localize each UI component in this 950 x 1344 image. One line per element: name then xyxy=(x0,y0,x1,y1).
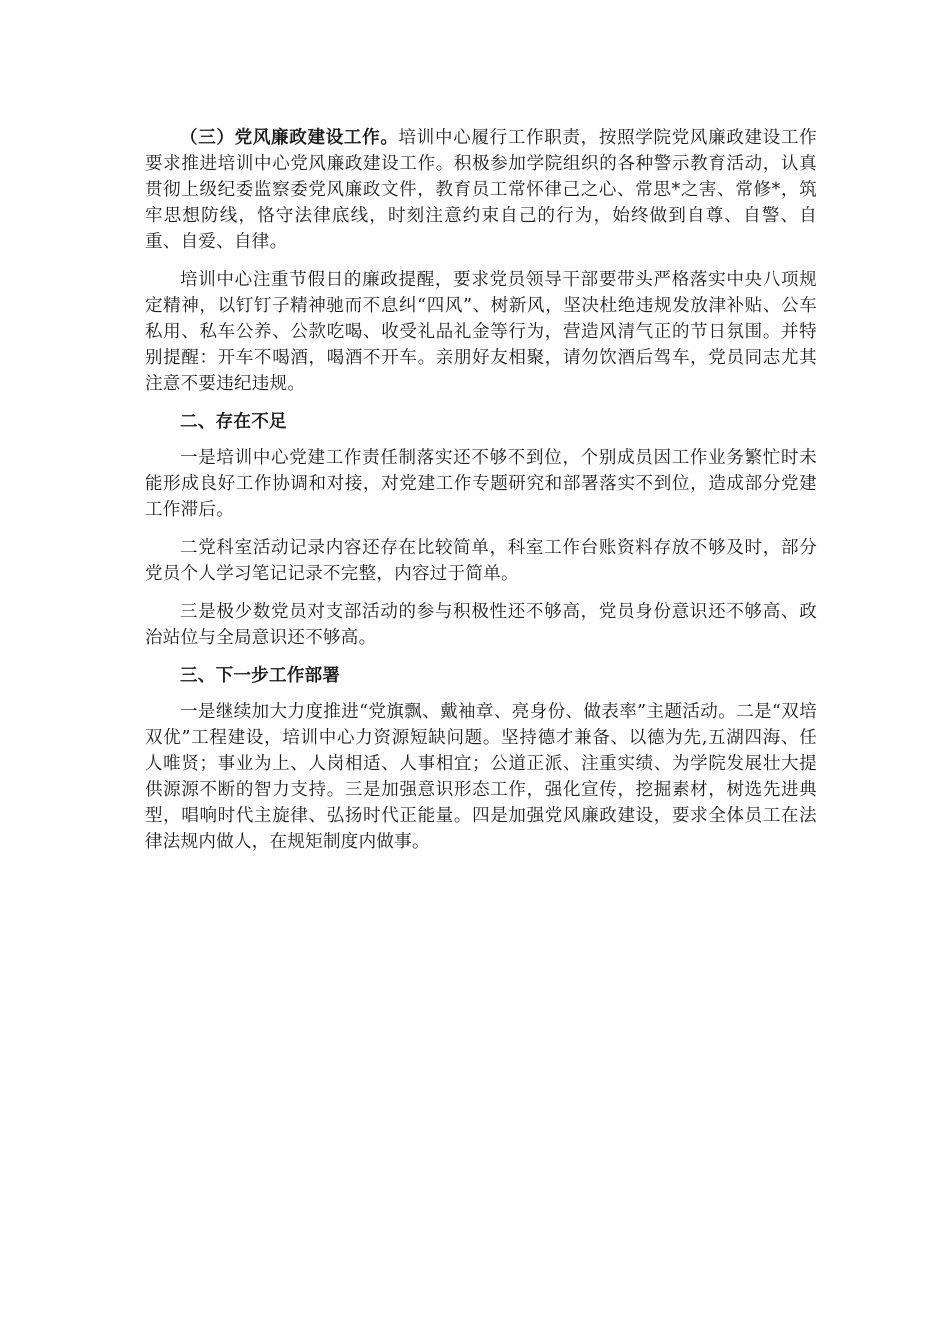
section-3-paragraph xyxy=(145,125,817,255)
shortcoming-item-3: 三是极少数党员对支部活动的参与积极性还不够高，党员身份意识还不够高、政治站位与全局意识还不够高。 xyxy=(145,602,817,648)
next-steps-heading: 三、下一步工作部署 xyxy=(180,666,341,686)
section-3-lead: （三）党风廉政建设工作。 xyxy=(180,128,399,148)
next-steps-paragraph: 一是继续加大力度推进“党旗飘、戴袖章、亮身份、做表率”主题活动。二是“双培双优”工程建设，培训中心力资源短缺问题。坚持德才兼备、以德为先,五湖四海、任人唯贤；事业为上、人岗相适、人事相宜；公道正派、注重实绩、为学院发展壮大提供源源不断的智力支持。三是加强意识形态工作，强化宣传，挖掘素材，树选先进典型，唱响时代主旋律、弘扬时代正能量。四是加强党风廉政建设，要求全体员工在法律法规内做人，在规矩制度内做事。 xyxy=(145,702,817,852)
section-3-body: 培训中心履行工作职责，按照学院党风廉政建设工作要求推进培训中心党风廉政建设工作。积极参加学院组织的各种警示教育活动，认真贯彻上级纪委监察委党风廉政文件，教育员工常怀律己之心、常思*之害、常修*，筑牢思想防线，恪守法律底线，时刻注意约束自己的行为，始终做到自尊、自警、自重、自爱、自律。 xyxy=(145,128,817,252)
document-page xyxy=(145,125,817,867)
holiday-paragraph: 培训中心注重节假日的廉政提醒，要求党员领导干部要带头严格落实中央八项规定精神，以钉钉子精神驰而不息纠“四风”、树新风，坚决杜绝违规发放津补贴、公车私用、私车公养、公款吃喝、收受礼品礼金等行为，营造风清气正的节日氛围。并特别提醒：开车不喝酒，喝酒不开车。亲朋好友相聚，请勿饮酒后驾车，党员同志尤其注意不要违纪违规。 xyxy=(145,270,817,394)
shortcomings-heading: 二、存在不足 xyxy=(180,412,287,432)
shortcoming-item-1: 一是培训中心党建工作责任制落实还不够不到位，个别成员因工作业务繁忙时未能形成良好工作协调和对接，对党建工作专题研究和部署落实不到位，造成部分党建工作滞后。 xyxy=(145,448,817,520)
shortcoming-item-2: 二党科室活动记录内容还存在比较简单，科室工作台账资料存放不够及时，部分党员个人学习笔记记录不完整，内容过于简单。 xyxy=(145,538,817,584)
